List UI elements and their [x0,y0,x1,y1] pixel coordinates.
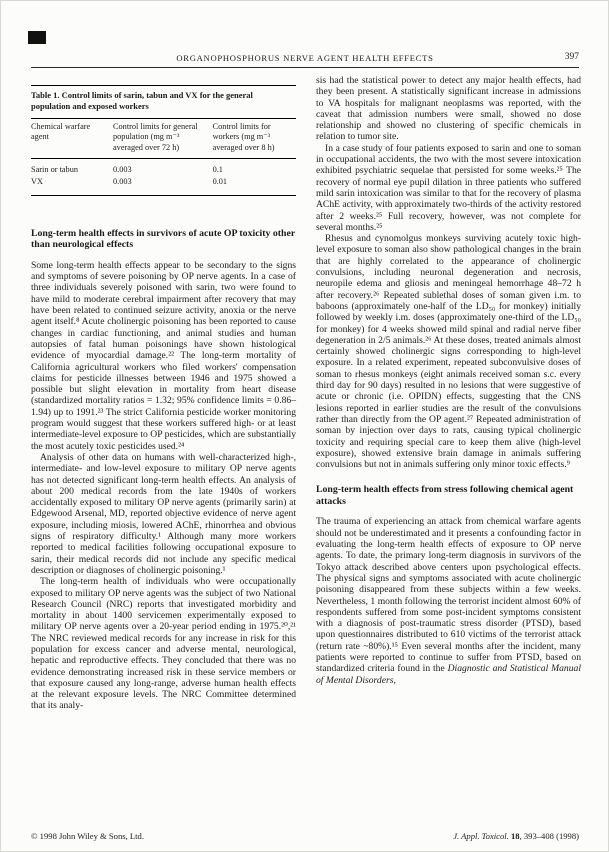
table-cell: VX [31,177,43,187]
table-header-workers: Control limits for workers (mg m⁻³ averaged over 8 h) [213,118,296,158]
two-column-body [31,75,581,712]
body-paragraph: Some long-term health effects appear to be secondary to the signs and symptoms of severe poisoning by OP nerve agents. In a case of three individuals severely poisoned with sarin, two were found to have mild to moderate cerebral impairment after recovery that may have been related to continued seizure activity, anoxia or the nerve agent itself.⁸ Acute cholinergic poisoning has been reported to cause changes in cardiac functioning, and animal studies and human autopsies of fatal human poisonings have shown histological evidence of myocardial damage.²² The long-term mortality of California agricultural workers who filed workers' compensation claims for pesticide illnesses between 1946 and 1975 showed a possible but slight elevation in mortality from heart disease (standardized mortality ratios = 1.32; 95% confidence limits = 0.86–1.94) up to 1991.²³ The strict California pesticide worker monitoring program would suggest that these workers suffered high- or at least intermediate-level exposure to OP pesticides, which are substantially the most acutely toxic pesticides used.²⁴ [31,259,296,452]
journal-pages: , 393–408 (1998) [519,831,579,841]
body-paragraph: Rhesus and cynomolgus monkeys surviving acutely toxic high-level exposure to soman also show pathological changes in the brain that are highly correlated to the appearance of cholinergic convulsions, including neuronal degeneration and necrosis, neuropile edema and gliosis and meningeal hemorrhage 48–72 h after recovery.²⁶ Repeated sublethal doses of soman given i.m. to baboons (approximately one-half of the LD₅₀ for monkey) initially followed by weekly i.m. doses (approximately one-third of the LD₅₀ for monkey) for 4 weeks showed mild spinal and radial nerve fiber degeneration in 2/5 animals.²⁶ At these doses, treated animals almost certainly showed cholinergic signs corresponding to high-level exposure. In a related experiment, repeated subconvulsive doses of soman to rhesus monkeys (eight animals received soman s.c. every third day for 90 days) resulted in no lesions that were suggestive of acute or chronic (i.e. OPIDN) effects, suggesting that the CNS lesions reported in earlier studies are the result of the convulsions rather than directly from the OP agent.²⁷ Repeated administration of soman by injection over days to rats, causing typical cholinergic toxicity and requiring special care to keep them alive (high-level exposure), showed extensive brain damage in animals suffering convulsions but not in animals suffering only minor toxic effects.⁹ [316,233,581,471]
table-header-agent: Chemical warfare agent [31,118,113,158]
body-paragraph: The long-term health of individuals who were occupationally exposed to military OP nerve agents was the subject of two National Research Council (NRC) reports that investigated morbidity and mortality in about 1400 servicemen experimentally exposed to military OP nerve agents over a 20-year period ending in 1975.²⁰,²¹ The NRC reviewed medical records for any increase in risk for this population for excess cancer and adverse mental, neurological, hepatic and reproductive effects. They concluded that there was no evidence demonstrating increased risk in these service members or that exposure caused any long-range, adverse human health effects at the relevant exposure levels. The NRC Committee determined that its analy- [31,576,296,712]
section-heading-stress-effects: Long-term health effects from stress following chemical agent attacks [316,484,574,507]
page-footer [31,831,579,841]
body-paragraph: sis had the statistical power to detect any major health effects, had they been present. A statistically significant increase in admissions to VA hospitals for malignant neoplasms was reported, with the caveat that admission numbers were small, showed no dose relationship and showed no clustering of specific chemicals in relation to tumor site. [316,75,581,143]
body-paragraph [316,516,581,685]
page-number: 397 [564,52,579,62]
left-column [31,75,296,712]
table-row [31,158,296,176]
body-paragraph: In a case study of four patients exposed to sarin and one to soman in occupational accidents, the two with the most severe intoxication exhibited psychiatric sequelae that persisted for some weeks.²⁵ The recovery of normal eye pupil dilation in three patients who suffered mild sarin intoxication was similar to that for the recovery of plasma AChE activity, with approximately two-thirds of the activity restored after 2 weeks.²⁵ Full recovery, however, was not complete for several months.²⁵ [316,142,582,233]
table-cell: 0.003 [113,164,132,174]
table-cell: Sarin or tabun [31,164,79,174]
control-limits-table [31,118,296,196]
journal-volume: 18 [510,831,520,841]
paragraph-text: The trauma of experiencing an attack from chemical warfare agents should not be underestimated and it presents a confounding factor in evaluating the long-term health effects of exposure to OP nerve agents. To date, the primary long-term diagnosis in survivors of the Tokyo attack described above centers upon psychological effects. The physical signs and symptoms associated with acute cholinergic poisoning disappeared from these subjects within a few weeks. Nevertheless, 1 month following the terrorist incident almost 60% of respondents suffered from some post-incident symptoms consistent with a diagnosis of post-traumatic stress disorder (PTSD), based upon questionnaires distributed to 610 victims of the terrorist attack (return rate ~80%).¹⁵ Even several months after the incident, many patients were reported to continue to suffer from PTSD, based on standardized criteria found in the [316,516,581,675]
journal-name: J. Appl. Toxicol. [453,831,509,841]
footer-citation [453,831,579,841]
right-column [316,75,581,712]
table-1-caption: Table 1. Control limits of sarin, tabun and VX for the general population and exposed workers [31,85,296,118]
book-title-italic: Diagnostic and Statistical Manual of Mental Disorders, [316,663,581,686]
table-cell: 0.01 [212,177,228,187]
running-head [31,53,579,63]
corner-registration-mark [28,31,46,44]
table-header-general-population: Control limits for general population (mg m⁻³ averaged over 72 h) [113,118,213,158]
footer-copyright: © 1998 John Wiley & Sons, Ltd. [31,831,144,841]
header-rule [31,67,579,68]
table-header-row [31,118,296,158]
body-paragraph: Analysis of other data on humans with well-characterized high-, intermediate- and low-level exposure to military OP nerve agents has not detected significant long-term health effects. An analysis of about 200 medical records from the late 1940s of workers accidentally exposed to military OP nerve agents (primarily sarin) at Edgewood Arsenal, MD, reported objective evidence of nerve agent exposure, including miosis, lowered AChE, rhinorrhea and obvious signs of respiratory difficulty.¹ Although many more workers reported to medical facilities following occupational exposure to sarin, their medical records did not include any specific medical description or diagnoses of cholinergic poisoning.¹ [31,451,296,576]
table-1 [31,85,296,196]
running-head-title: ORGANOPHOSPHORUS NERVE AGENT HEALTH EFFECTS [176,53,434,63]
table-cell: 0.003 [113,177,132,187]
section-heading-acute-op-toxicity: Long-term health effects in survivors of acute OP toxicity other than neurological effects [31,227,296,251]
table-row [31,176,296,195]
table-cell: 0.1 [212,164,223,174]
